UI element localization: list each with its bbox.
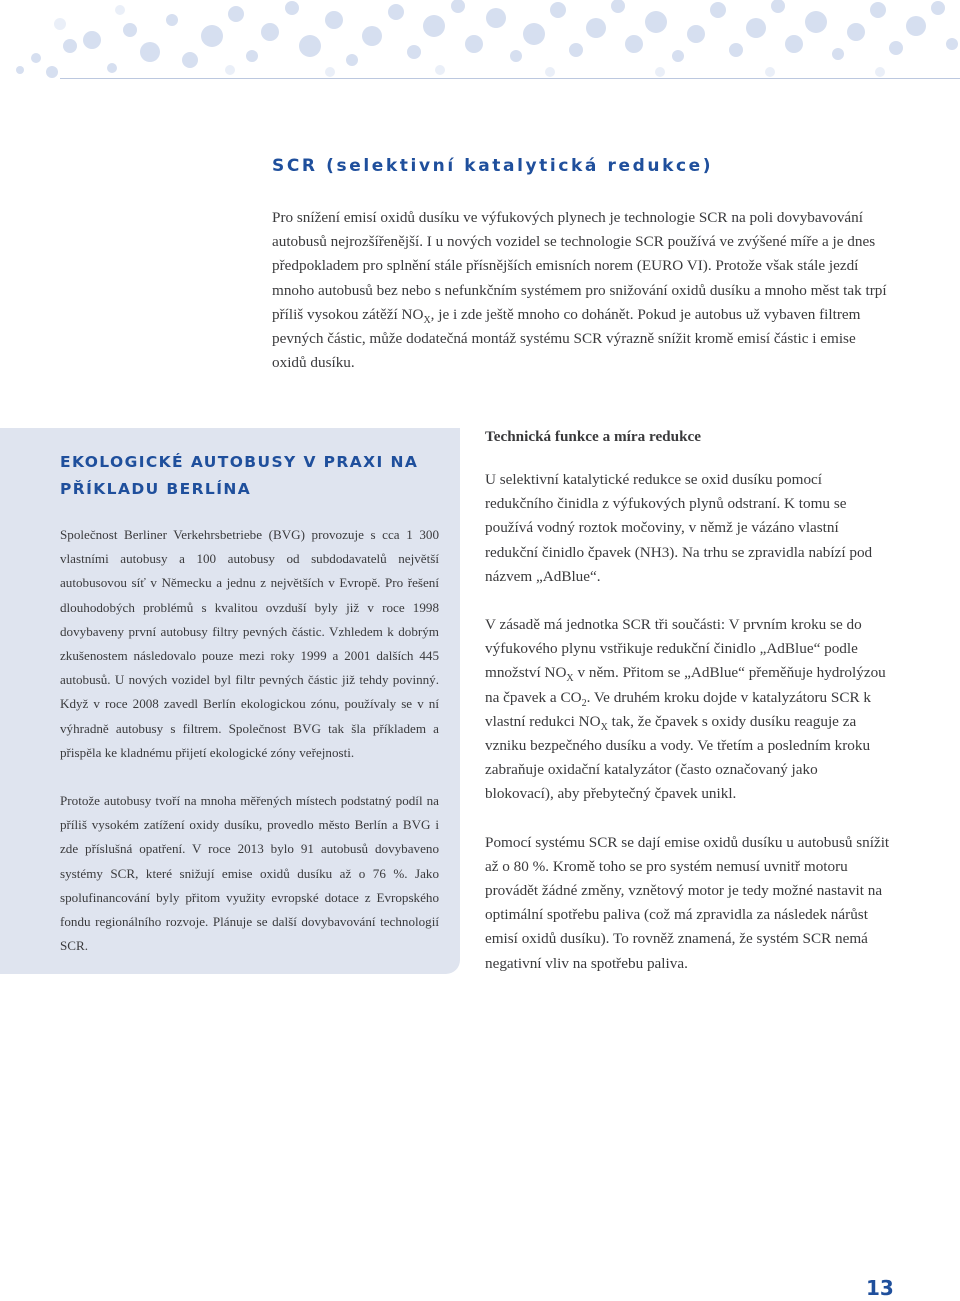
- intro-subscript: X: [423, 314, 431, 326]
- intro-text-part1: Pro snížení emisí oxidů dusíku ve výfukových plynech je technologie SCR na poli dovybavování autobusů nejrozšířenější. I u nových vozidel se technologie SCR používá ve zvýšené míře a je dnes předpokladem pro splnění stále přísnějších emisních norem (EURO VI). Protože však stále jezdí mnoho autobusů bez nebo s nefunkčním systémem pro snižování oxidů dusíku a mnoho měst tak trpí příliš vysokou zátěží NO: [272, 209, 887, 323]
- right-p2-text-d: tak, že čpavek s oxidy dusíku reaguje za vzniku bezpečného dusíku a vody. Ve třetím a posledním kroku zabraňuje oxidační katalyzátor (často označovaný jako blokovací), aby přebytečný čpavek unikl.: [485, 712, 871, 803]
- intro-paragraph: [272, 206, 887, 375]
- right-paragraph-2: [485, 613, 890, 807]
- right-p2-text-a: V zásadě má jednotka SCR tři součásti: V prvním kroku se do výfukového plynu vstřikuje redukční činidlo „AdBlue“ podle množství NO: [485, 616, 862, 682]
- decorative-dot-pattern: [0, 0, 960, 90]
- section-title: SCR (selektivní katalytická redukce): [272, 156, 714, 176]
- right-p2-subscript-2: 2: [581, 697, 587, 709]
- right-p2-subscript-1: X: [566, 673, 574, 685]
- right-column: [485, 426, 890, 1000]
- right-column-heading: Technická funkce a míra redukce: [485, 428, 702, 445]
- sidebar-box-title: EKOLOGICKÉ AUTOBUSY V PRAXI NA PŘÍKLADU BERLÍNA: [60, 453, 419, 498]
- sidebar-box-paragraph-1: Společnost Berliner Verkehrsbetriebe (BVG) provozuje s cca 1 300 vlastními autobusy a 100 autobusy od subdodavatelů největší autobusovou síť v Německu a jednu z největších v Evropě. Pro řešení dlouhodobých problémů s kvalitou ovzduší byly již v roce 1998 dovybaveny první autobusy filtry pevných částic. Vzhledem k dobrým zkušenostem následovalo pouze mezi roky 1999 a 2001 dalších 445 autobusů. U nových vozidel byl filtr pevných částic již tehdy povinný. Když v roce 2008 zavedl Berlín ekologickou zónu, používaly se v ní výhradně autobusy s filtrem. Společnost BVG tak šla příkladem a přispěla ke kladnému přijetí ekologické zóny veřejnosti.: [60, 527, 439, 760]
- right-p2-subscript-3: X: [600, 721, 608, 733]
- page-number: 13: [866, 1276, 894, 1300]
- intro-text-part2: , je i zde ještě mnoho co dohánět. Pokud je autobus už vybaven filtrem pevných částic, může dodatečná montáž systému SCR výrazně snížit kromě emisí částic i emise oxidů dusíku.: [272, 305, 861, 372]
- header-rule: [60, 78, 960, 79]
- right-p2-text-c: . Ve druhém kroku dojde v katalyzátoru SCR k vlastní redukci NO: [485, 688, 872, 730]
- right-p2-text-b: v něm. Přitom se „AdBlue“ přeměňuje hydrolýzou na čpavek a CO: [485, 664, 886, 706]
- sidebar-box-paragraph-2: Protože autobusy tvoří na mnoha měřených místech podstatný podíl na příliš vysokém zatížení oxidy dusíku, provedlo město Berlín a BVG i zde příslušná opatření. V roce 2013 bylo 91 autobusů dovybaveno systémy SCR, které snižují emise oxidů dusíku až o 76 %. Jako spolufinancování byly přitom využity evropské dotace z Evropského fondu regionálního rozvoje. Plánuje se další dovybavování technologií SCR.: [60, 793, 439, 954]
- right-paragraph-1: U selektivní katalytické redukce se oxid dusíku pomocí redukčního činidla z výfukových plynů odstraní. K tomu se používá vodný roztok močoviny, v němž je vázáno vlastní redukční činidlo čpavek (NH3). Na trhu se zpravidla nabízí pod názvem „AdBlue“.: [485, 471, 873, 585]
- right-paragraph-3: Pomocí systému SCR se dají emise oxidů dusíku u autobusů snížit až o 80 %. Kromě toho se pro systém nemusí uvnitř motoru provádět žádné změny, vznětový motor je tedy možné nastavit na optimální spotřebu paliva (což má zpravidla za následek nárůst emisí oxidů dusíku). To rovněž znamená, že systém SCR nemá negativní vliv na spotřebu paliva.: [485, 833, 890, 972]
